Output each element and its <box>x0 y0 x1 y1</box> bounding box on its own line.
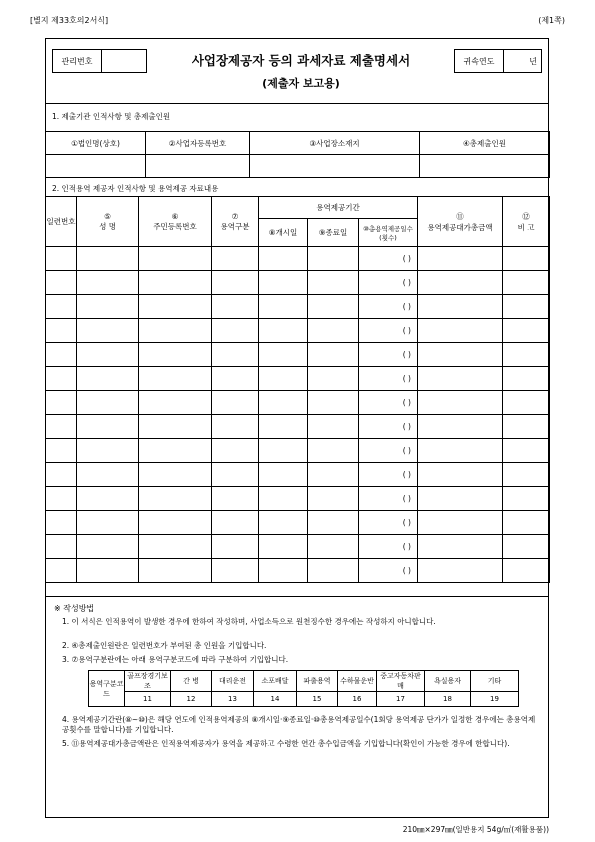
note-item: 5. ⑪용역제공대가총금액란은 인적용역제공자가 용역을 제공하고 수령한 연간 총수입금액을 기입합니다(확인이 가능한 경우에 한합니다). <box>62 739 510 748</box>
note-item: 3. ⑦용역구분란에는 아래 용역구분코드에 따라 구분하여 기입합니다. <box>62 655 289 664</box>
input-cell[interactable]: ( ) <box>359 271 418 295</box>
table-row <box>46 511 550 535</box>
table-row <box>46 367 550 391</box>
input-cell[interactable] <box>259 391 308 415</box>
provider-table <box>45 196 550 583</box>
code-value: 19 <box>471 692 519 707</box>
input-cell[interactable] <box>418 247 503 271</box>
input-cell[interactable] <box>259 271 308 295</box>
form-frame <box>45 38 549 818</box>
input-cell[interactable] <box>308 535 359 559</box>
input-cell[interactable]: ( ) <box>359 487 418 511</box>
input-cell[interactable] <box>77 391 139 415</box>
input-cell[interactable]: ( ) <box>359 415 418 439</box>
input-cell[interactable] <box>308 511 359 535</box>
table-row <box>46 415 550 439</box>
input-cell[interactable] <box>212 319 259 343</box>
input-cell[interactable] <box>503 463 550 487</box>
input-cell[interactable] <box>139 535 212 559</box>
table-row <box>46 439 550 463</box>
input-cell[interactable] <box>503 391 550 415</box>
input-cell[interactable]: ( ) <box>359 463 418 487</box>
column-header: ①법인명(상호) <box>46 132 146 155</box>
input-cell[interactable] <box>77 319 139 343</box>
note-item: 1. 이 서식은 인적용역이 발생한 경우에 한하여 작성하며, 사업소득으로 원천징수한 경우에는 작성하지 아니합니다. <box>62 617 436 626</box>
input-cell[interactable] <box>77 415 139 439</box>
code-label: 용역구분코드 <box>89 671 125 707</box>
input-cell[interactable] <box>259 559 308 583</box>
input-cell[interactable] <box>212 535 259 559</box>
input-cell[interactable] <box>418 367 503 391</box>
table-row <box>46 391 550 415</box>
input-cell[interactable] <box>212 343 259 367</box>
input-cell[interactable] <box>139 319 212 343</box>
input-cell[interactable] <box>259 415 308 439</box>
column-header: ③사업장소재지 <box>250 132 420 155</box>
code-name: 골프장경기보조 <box>125 671 171 692</box>
input-cell[interactable] <box>308 439 359 463</box>
input-cell[interactable] <box>46 343 77 367</box>
input-cell[interactable] <box>46 535 77 559</box>
input-cell[interactable] <box>503 535 550 559</box>
input-cell[interactable]: ( ) <box>359 295 418 319</box>
type-header: ⑦ 용역구분 <box>212 197 259 247</box>
table-row <box>46 271 550 295</box>
input-cell[interactable] <box>46 271 77 295</box>
column-header: ②사업자등록번호 <box>146 132 250 155</box>
input-cell[interactable] <box>77 247 139 271</box>
input-cell[interactable] <box>46 511 77 535</box>
input-cell[interactable] <box>503 487 550 511</box>
input-cell[interactable] <box>418 535 503 559</box>
input-cell[interactable] <box>46 463 77 487</box>
input-cell[interactable] <box>139 511 212 535</box>
input-cell[interactable] <box>259 463 308 487</box>
input-cell[interactable] <box>212 271 259 295</box>
input-cell[interactable]: ( ) <box>359 391 418 415</box>
input-cell[interactable] <box>503 295 550 319</box>
input-cell[interactable]: ( ) <box>359 367 418 391</box>
table-row <box>46 559 550 583</box>
input-cell[interactable] <box>418 391 503 415</box>
code-value: 14 <box>254 692 297 707</box>
input-cell[interactable] <box>503 247 550 271</box>
input-cell[interactable] <box>77 271 139 295</box>
note-item: 2. ④총제출인원란은 일련번호가 부여된 총 인원을 기입합니다. <box>62 641 267 650</box>
page-number: (제1쪽) <box>538 16 565 25</box>
input-cell[interactable] <box>212 415 259 439</box>
input-cell[interactable] <box>418 511 503 535</box>
attribution-year-field[interactable]: 년 <box>529 56 537 66</box>
input-cell[interactable] <box>259 511 308 535</box>
attribution-year-label: 귀속연도 <box>455 50 504 72</box>
input-cell[interactable] <box>46 439 77 463</box>
input-cell[interactable] <box>418 439 503 463</box>
management-number-label: 관리번호 <box>53 50 102 72</box>
rrn-header: ⑥ 주민등록번호 <box>139 197 212 247</box>
code-value: 15 <box>297 692 338 707</box>
input-cell[interactable] <box>418 463 503 487</box>
input-cell[interactable] <box>503 415 550 439</box>
table-row <box>46 463 550 487</box>
input-cell[interactable] <box>418 487 503 511</box>
input-cell[interactable] <box>250 155 420 178</box>
input-cell[interactable] <box>308 247 359 271</box>
section2-title: 2. 인적용역 제공자 인적사항 및 용역제공 자료내용 <box>52 184 219 193</box>
input-cell[interactable] <box>139 487 212 511</box>
input-cell[interactable] <box>77 463 139 487</box>
input-cell[interactable] <box>77 535 139 559</box>
input-cell[interactable] <box>212 463 259 487</box>
input-cell[interactable] <box>308 463 359 487</box>
note-item: 4. 용역제공기간란(⑧~⑩)은 해당 연도에 인적용역제공의 ⑧개시일·⑨종료일·⑩총용역제공일수(1회당 용역제공 단가가 일정한 경우에는 총용역제공횟수를 말합니다)를 기입합니다. <box>62 715 536 734</box>
input-cell[interactable] <box>503 511 550 535</box>
serial-header: 일련번호 <box>46 197 77 247</box>
input-cell[interactable] <box>139 391 212 415</box>
input-cell[interactable] <box>146 155 250 178</box>
input-cell[interactable] <box>259 319 308 343</box>
input-cell[interactable] <box>418 295 503 319</box>
service-code-table <box>88 670 519 707</box>
input-cell[interactable] <box>46 391 77 415</box>
input-cell[interactable] <box>139 415 212 439</box>
input-cell[interactable]: ( ) <box>359 247 418 271</box>
end-header: ⑨종료일 <box>308 219 359 247</box>
code-value: 12 <box>171 692 212 707</box>
input-cell[interactable] <box>139 343 212 367</box>
input-cell[interactable] <box>259 343 308 367</box>
input-cell[interactable] <box>139 271 212 295</box>
paper-size-footer: 210㎜×297㎜(일반용지 54g/㎡(재활용품)) <box>402 825 549 834</box>
input-cell[interactable] <box>259 487 308 511</box>
input-cell[interactable]: ( ) <box>359 559 418 583</box>
management-number-box <box>52 49 147 73</box>
input-cell[interactable] <box>77 559 139 583</box>
input-cell[interactable] <box>77 511 139 535</box>
section1-title: 1. 제출기관 인적사항 및 총제출인원 <box>52 112 171 121</box>
input-cell[interactable] <box>139 439 212 463</box>
input-cell[interactable] <box>418 343 503 367</box>
input-cell[interactable] <box>259 367 308 391</box>
input-cell[interactable]: ( ) <box>359 511 418 535</box>
input-cell[interactable] <box>46 487 77 511</box>
code-name: 소포배달 <box>254 671 297 692</box>
submitter-table <box>45 131 550 178</box>
input-cell[interactable] <box>212 247 259 271</box>
divider <box>46 103 548 104</box>
code-name: 기타 <box>471 671 519 692</box>
days-header: ⑩총용역제공일수(횟수) <box>359 219 418 247</box>
input-cell[interactable] <box>212 487 259 511</box>
table-row <box>46 535 550 559</box>
form-label: [별지 제33호의2서식] <box>30 16 109 25</box>
divider <box>46 596 548 597</box>
input-cell[interactable] <box>77 487 139 511</box>
document-title: 사업장제공자 등의 과세자료 제출명세서 <box>191 53 411 68</box>
input-cell[interactable]: ( ) <box>359 319 418 343</box>
attribution-year-box <box>454 49 542 73</box>
code-value: 18 <box>425 692 471 707</box>
input-cell[interactable] <box>77 343 139 367</box>
input-cell[interactable] <box>308 391 359 415</box>
input-cell[interactable] <box>212 559 259 583</box>
input-cell[interactable] <box>46 319 77 343</box>
input-cell[interactable] <box>259 535 308 559</box>
input-cell[interactable] <box>212 391 259 415</box>
input-cell[interactable] <box>139 295 212 319</box>
table-row <box>46 247 550 271</box>
period-header: 용역제공기간 <box>259 197 418 219</box>
input-cell[interactable] <box>418 319 503 343</box>
input-cell[interactable] <box>308 559 359 583</box>
input-cell[interactable] <box>259 439 308 463</box>
input-cell[interactable] <box>308 415 359 439</box>
name-header: ⑤ 성 명 <box>77 197 139 247</box>
input-cell[interactable] <box>46 415 77 439</box>
input-cell[interactable] <box>212 367 259 391</box>
code-value: 13 <box>212 692 254 707</box>
table-row <box>46 319 550 343</box>
remark-header: ⑫ 비 고 <box>503 197 550 247</box>
input-cell[interactable] <box>308 487 359 511</box>
input-cell[interactable] <box>139 559 212 583</box>
input-cell[interactable] <box>503 439 550 463</box>
input-cell[interactable]: ( ) <box>359 343 418 367</box>
input-cell[interactable] <box>139 247 212 271</box>
input-cell[interactable] <box>77 439 139 463</box>
input-cell[interactable] <box>212 439 259 463</box>
code-name: 간 병 <box>171 671 212 692</box>
code-name: 욕실용자 <box>425 671 471 692</box>
input-cell[interactable] <box>308 343 359 367</box>
input-cell[interactable] <box>418 271 503 295</box>
input-cell[interactable] <box>46 155 146 178</box>
code-value: 17 <box>377 692 425 707</box>
code-value: 11 <box>125 692 171 707</box>
input-cell[interactable] <box>503 343 550 367</box>
input-cell[interactable] <box>46 247 77 271</box>
input-cell[interactable] <box>308 271 359 295</box>
input-cell[interactable] <box>46 367 77 391</box>
input-cell[interactable] <box>308 367 359 391</box>
input-cell[interactable] <box>46 559 77 583</box>
input-cell[interactable] <box>503 319 550 343</box>
management-number-field[interactable] <box>102 50 146 72</box>
input-cell[interactable] <box>212 295 259 319</box>
input-cell[interactable] <box>139 367 212 391</box>
input-cell[interactable] <box>503 559 550 583</box>
code-value: 16 <box>338 692 377 707</box>
input-cell[interactable] <box>259 295 308 319</box>
input-cell[interactable]: ( ) <box>359 439 418 463</box>
input-cell[interactable] <box>308 319 359 343</box>
input-cell[interactable] <box>77 367 139 391</box>
input-cell[interactable]: ( ) <box>359 535 418 559</box>
start-header: ⑧개시일 <box>259 219 308 247</box>
input-cell[interactable] <box>139 463 212 487</box>
amount-header: ⑪ 용역제공대가총금액 <box>418 197 503 247</box>
table-row <box>46 343 550 367</box>
input-cell[interactable] <box>418 559 503 583</box>
code-name: 중고자동차판 매 <box>377 671 425 692</box>
code-name: 파출용역 <box>297 671 338 692</box>
input-cell[interactable] <box>308 295 359 319</box>
input-cell[interactable] <box>420 155 550 178</box>
table-row <box>46 295 550 319</box>
column-header: ④총제출인원 <box>420 132 550 155</box>
document-subtitle: (제출자 보고용) <box>262 77 340 90</box>
input-cell[interactable] <box>503 271 550 295</box>
table-row <box>46 487 550 511</box>
input-cell[interactable] <box>418 415 503 439</box>
input-cell[interactable] <box>46 295 77 319</box>
input-cell[interactable] <box>259 247 308 271</box>
code-name: 대리운전 <box>212 671 254 692</box>
input-cell[interactable] <box>212 511 259 535</box>
input-cell[interactable] <box>77 295 139 319</box>
code-name: 수하물운반 <box>338 671 377 692</box>
input-cell[interactable] <box>503 367 550 391</box>
notes-title: ※ 작성방법 <box>54 604 95 613</box>
